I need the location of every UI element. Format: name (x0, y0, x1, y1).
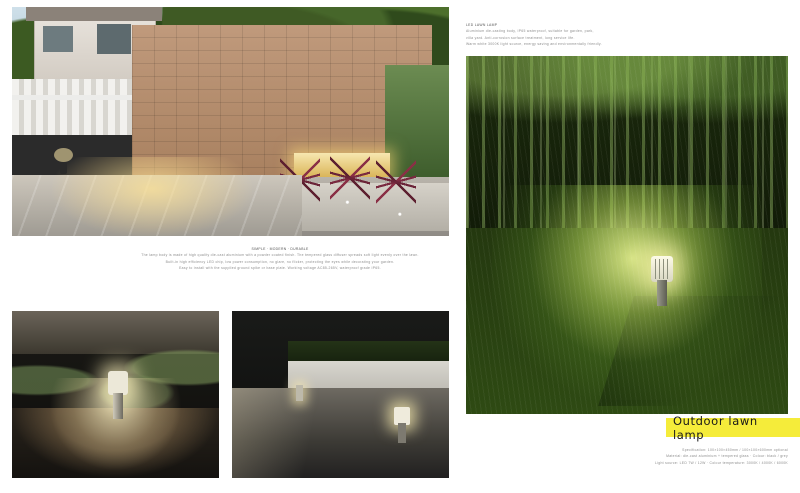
lamp-head (108, 371, 128, 395)
lawn-lamp (394, 407, 410, 441)
lawn-lamp (651, 256, 673, 304)
text-line: Material: die-cast aluminium + tempered glass · Colour: black / grey (666, 454, 788, 459)
text-line: Warm white 3000K light source, energy saving and environmentally friendly. (466, 42, 602, 47)
text-line: The lamp body is made of high quality die-cast aluminium with a powder coated finish. The tempered glass diffuser spreads soft light evenly over the lawn. (141, 253, 419, 258)
text-line: Easy to install with the supplied ground spike or base plate. Working voltage AC85-265V, waterproof grade IP65. (179, 266, 381, 271)
description-center (130, 246, 430, 272)
caption-outdoor-lawn-lamp (666, 413, 800, 442)
text-line: Specification: 100×100×450mm / 100×100×600mm optional (682, 448, 788, 452)
text-line: SIMPLE · MODERN · DURABLE (251, 247, 309, 251)
text-line: Light source: LED 7W / 12W · Colour temperature: 3000K / 4000K / 6000K (655, 460, 788, 465)
red-grass-plant (330, 155, 370, 201)
text-line: Aluminium die-casting body, IP65 waterproof, suitable for garden, park, (466, 29, 594, 34)
lamp-head (651, 256, 673, 282)
concrete-walkway (232, 388, 449, 478)
distant-lamp (296, 385, 303, 401)
photo-lamp-along-walkway (232, 311, 449, 478)
lamp-glow (52, 157, 252, 236)
red-grass-plant (376, 159, 416, 205)
text-line: Built-in high efficiency LED chip, low power consumption, no glare, no flicker, protecting the eyes while decorating your garden. (165, 259, 395, 264)
lamp-pole (398, 423, 406, 443)
lamp-pole (113, 393, 123, 419)
lawn-lamp (108, 371, 128, 417)
photo-lamp-among-plants-night (12, 311, 219, 478)
grass-texture (466, 56, 788, 414)
description-bottom-right (540, 447, 788, 466)
photo-garden-stone-wall-daylight (12, 7, 449, 236)
lamp-pole (657, 280, 667, 306)
photo-lawn-lamp-in-grass (466, 56, 788, 414)
text-line: villa yard. Anti-corrosion surface treatment, long service life. (466, 35, 575, 40)
text-line: LED LAWN LAMP (466, 23, 498, 27)
description-top-right (466, 22, 788, 48)
house-roof (26, 7, 162, 21)
caption-label: Outdoor lawn lamp (673, 413, 758, 442)
lawn-lamp (60, 152, 67, 174)
